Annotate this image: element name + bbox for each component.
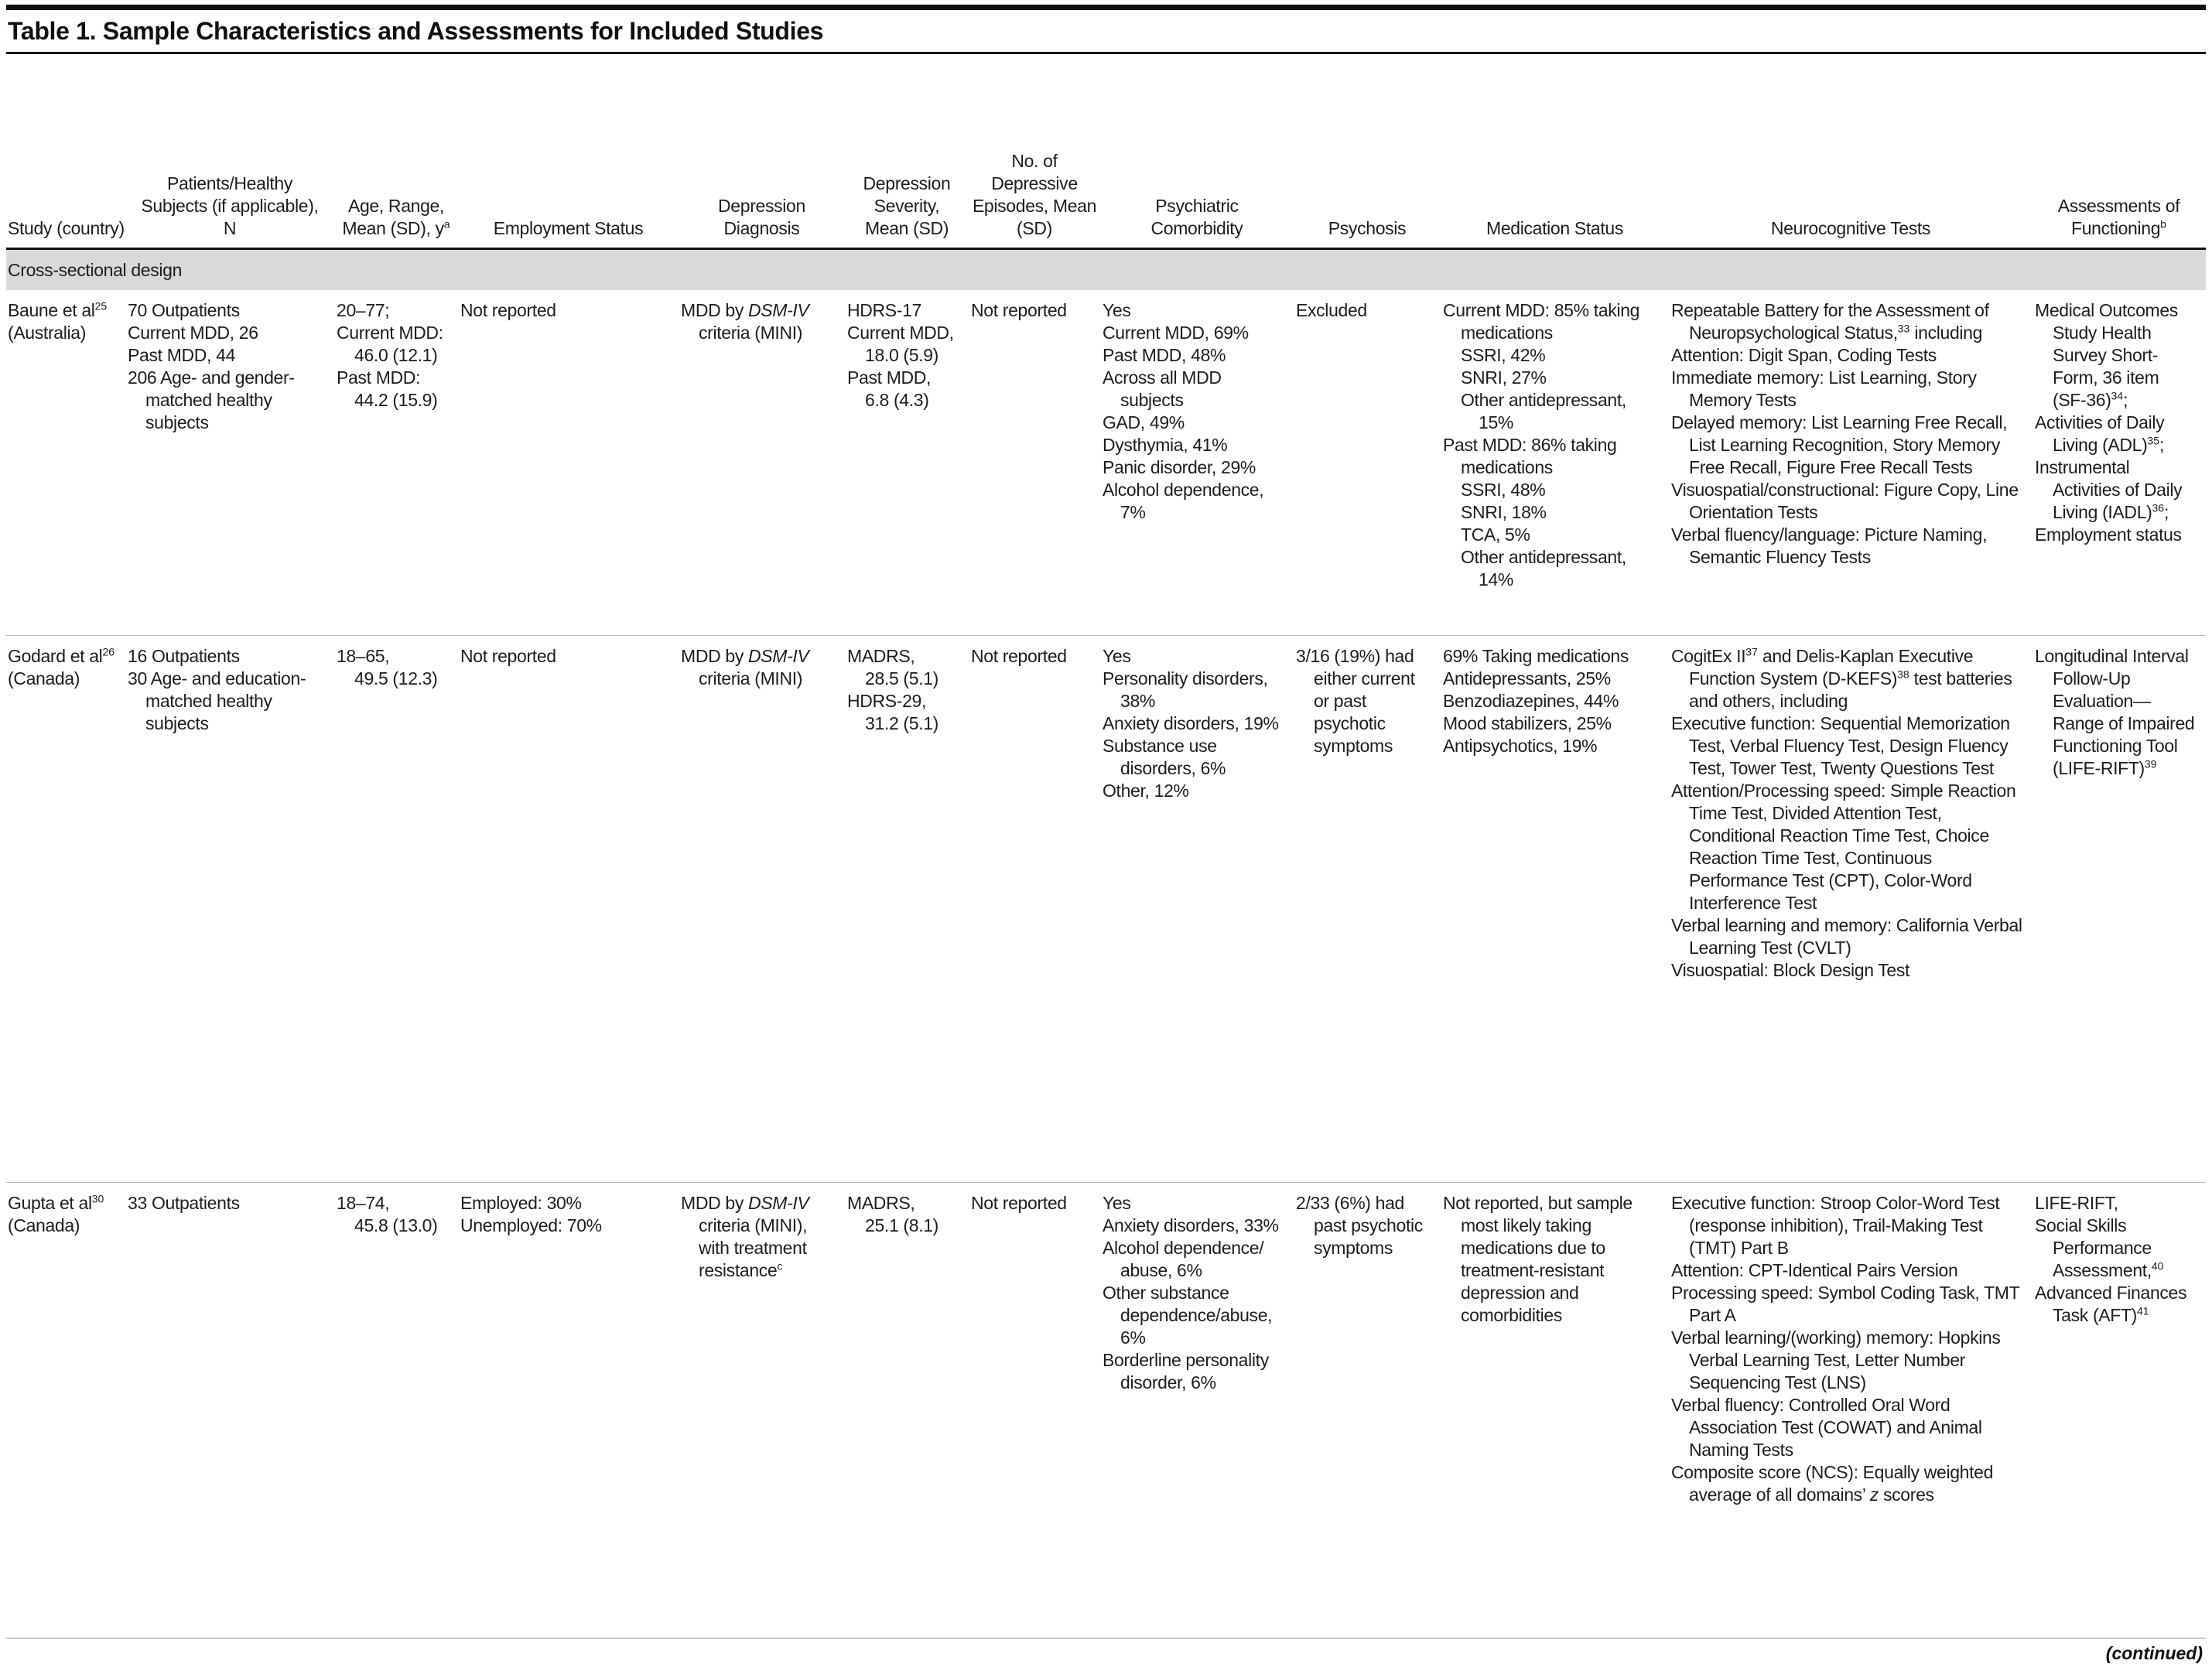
cell-line: 28.5 (5.1) (865, 668, 938, 688)
cell-line: Yes (1103, 1193, 1131, 1213)
table-cell (1294, 290, 1441, 636)
table-cell (679, 636, 846, 1183)
column-header-line: Mean (SD), $y^a$ (342, 217, 450, 239)
column-header-line: N (223, 218, 237, 239)
table-cell (6, 636, 126, 1183)
cell-line: CogitEx II$^{37}$ and Delis-Kaplan Executive Function System (D-KEFS)$^{38}$ test batteries and others, including (1671, 645, 2012, 711)
table-cell (679, 1183, 846, 1637)
table-cell (1101, 1183, 1294, 1637)
column-header-line: Depression (863, 173, 951, 194)
column-header-line: Patients/Healthy (167, 173, 292, 194)
cell-line: Current MDD: 85% taking medications (1443, 300, 1640, 343)
cell-line: 18–65, (337, 646, 390, 666)
cell-line: 46.0 (12.1) (354, 344, 438, 365)
cell-line: Godard et $al^{26}$ (8, 645, 115, 666)
cell-line: SNRI, 18% (1461, 501, 1547, 522)
column-header (1101, 54, 1294, 249)
cell-line: 49.5 (12.3) (354, 668, 438, 688)
column-header-line: Depressive (991, 173, 1078, 194)
cell-line: Delayed memory: List Learning Free Recall, List Learning Recognition, Story Memory Free Recall, Figure Free Recall Tests (1671, 412, 2008, 477)
cell-line: 18.0 (5.9) (865, 344, 938, 365)
table-cell (969, 1183, 1101, 1637)
section-row (6, 249, 2206, 291)
cell-line: Processing speed: Symbol Coding Task, TMT Part A (1671, 1282, 2019, 1325)
table-cell (335, 1183, 459, 1637)
cell-line: Past MDD, (847, 367, 932, 388)
cell-line: 206 Age- and gender-matched healthy subjects (128, 367, 295, 432)
table-cell (846, 1183, 969, 1637)
cell-line: Not reported (971, 300, 1067, 320)
cell-line: MDD by DSM-IV criteria (MINI) (681, 300, 809, 343)
table-header (6, 54, 2206, 249)
cell-line: Attention: Digit Span, Coding Tests (1671, 344, 1937, 365)
cell-line: Yes (1103, 300, 1131, 320)
table-row (6, 636, 2206, 1183)
table-cell (6, 1183, 126, 1637)
table-cell (846, 636, 969, 1183)
cell-line: 3/16 (19%) had either current or past psychotic symptoms (1296, 646, 1415, 756)
cell-line: Panic disorder, 29% (1103, 456, 1256, 477)
cell-line: Past MDD, 44 (128, 344, 236, 365)
cell-line: 16 Outpatients (128, 646, 240, 666)
cell-line: Composite score (NCS): Equally weighted average of all domains’ z scores (1671, 1461, 1994, 1505)
table-cell (1670, 1183, 2033, 1637)
cell-line: MADRS, (847, 646, 915, 666)
cell-line: 45.8 (13.0) (354, 1215, 438, 1235)
cell-line: 25.1 (8.1) (865, 1215, 938, 1235)
cell-line: Substance use disorders, 6% (1103, 735, 1226, 778)
cell-line: Advanced Finances Task (AFT)$^{41}$ (2035, 1282, 2187, 1325)
cell-line: Verbal learning/(working) memory: Hopkins Verbal Learning Test, Letter Number Sequencing Test (LNS) (1671, 1327, 2001, 1392)
cell-line: Verbal fluency: Controlled Oral Word Association Test (COWAT) and Animal Naming Tests (1671, 1394, 1982, 1460)
column-header-line: Mean (SD) (864, 218, 949, 239)
cell-line: Employment status (2035, 524, 2182, 545)
table-cell (126, 1183, 335, 1637)
table-cell (2033, 1183, 2206, 1637)
table-cell (1670, 636, 2033, 1183)
cell-line: MADRS, (847, 1193, 915, 1213)
cell-line: MDD by DSM-IV criteria (MINI), with treatment resistance$^c$ (681, 1193, 809, 1280)
cell-line: Mood stabilizers, 25% (1443, 712, 1612, 733)
column-header-line: Psychosis (1328, 218, 1407, 239)
cell-line: SSRI, 48% (1461, 479, 1546, 500)
cell-line: Past MDD: (337, 367, 421, 388)
cell-line: Baune et $al^{25}$ (8, 299, 108, 320)
cell-line: Repeatable Battery for the Assessment of Neuropsychological Status,$^{33}$ including (1671, 300, 1989, 343)
cell-line: Visuospatial: Block Design Test (1671, 959, 1910, 980)
column-header (2033, 54, 2206, 249)
cell-line: Anxiety disorders, 33% (1103, 1215, 1279, 1235)
column-header-line: (SD) (1017, 218, 1052, 239)
table-cell (846, 290, 969, 636)
table-cell (1670, 290, 2033, 636)
table-cell (679, 290, 846, 636)
column-header-line: Diagnosis (723, 218, 800, 239)
cell-line: Social Skills Performance Assessment,$^{40}$ (2035, 1215, 2164, 1280)
cell-line: TCA, 5% (1461, 524, 1530, 545)
table-cell (459, 1183, 679, 1637)
cell-line: Not reported, but sample most likely taking medications due to treatment-resistant depression and comorbidities (1443, 1193, 1633, 1325)
cell-line: Past MDD: 86% taking medications (1443, 434, 1617, 477)
continued-label: (continued) (2105, 1643, 2203, 1663)
cell-line: 44.2 (15.9) (354, 389, 438, 410)
table-body (6, 249, 2206, 1637)
cell-line: HDRS-17 (847, 300, 921, 320)
cell-line: Antipsychotics, 19% (1443, 735, 1598, 756)
table-row (6, 290, 2206, 636)
column-header (335, 54, 459, 249)
cell-line: Current MDD: (337, 322, 443, 343)
section-label: Cross-sectional design (6, 249, 2206, 291)
cell-line: Alcohol dependence, 7% (1103, 479, 1264, 522)
cell-line: Attention/Processing speed: Simple Reaction Time Test, Divided Attention Test, Conditional Reaction Time Test, Choice Reaction Time Test, Continuous Performance Test (CPT), Color-Word Interference Test (1671, 780, 2016, 913)
cell-line: SSRI, 42% (1461, 344, 1546, 365)
column-header (679, 54, 846, 249)
cell-line: Not reported (460, 300, 556, 320)
cell-line: Not reported (460, 646, 556, 666)
cell-line: 69% Taking medications (1443, 646, 1629, 666)
column-header (846, 54, 969, 249)
table-cell (335, 636, 459, 1183)
column-header-line: Age, Range, (347, 196, 445, 217)
cell-line: Across all MDD subjects (1103, 367, 1222, 410)
column-header-line: Assessments of (2057, 196, 2180, 217)
column-header-line: Neurocognitive Tests (1770, 218, 1931, 239)
cell-line: Immediate memory: List Learning, Story Memory Tests (1671, 367, 1977, 410)
cell-line: Longitudinal Interval Follow-Up Evaluation—Range of Impaired Functioning Tool (LIFE-RIFT)$^{39}$ (2035, 646, 2195, 778)
cell-line: Current MDD, 26 (128, 322, 258, 343)
table-cell (1101, 636, 1294, 1183)
column-header (126, 54, 335, 249)
cell-line: Employed: 30% (460, 1193, 582, 1213)
table-cell (459, 290, 679, 636)
column-header (1294, 54, 1441, 249)
table-cell (126, 636, 335, 1183)
table-cell (1294, 636, 1441, 1183)
cell-line: Dysthymia, 41% (1103, 434, 1228, 455)
column-header-line: Subjects (if applicable), (141, 196, 319, 217)
cell-line: 18–74, (337, 1193, 390, 1213)
column-header (1670, 54, 2033, 249)
cell-line: Borderline personality disorder, 6% (1103, 1349, 1269, 1392)
column-header-line: Functioning$^b$ (2071, 217, 2166, 239)
table-row (6, 1183, 2206, 1637)
table-cell (969, 290, 1101, 636)
cell-line: 70 Outpatients (128, 300, 240, 320)
cell-line: Past MDD, 48% (1103, 344, 1226, 365)
column-header-line: Episodes, Mean (972, 196, 1097, 217)
cell-line: Visuospatial/constructional: Figure Copy, Line Orientation Tests (1671, 479, 2019, 522)
cell-line: Verbal fluency/language: Picture Naming, Semantic Fluency Tests (1671, 524, 1988, 567)
cell-line: Medical Outcomes Study Health Survey Short-Form, 36 item $(SF-36)^{34}$; (2035, 300, 2178, 410)
cell-line: SNRI, 27% (1461, 367, 1547, 388)
cell-line: Benzodiazepines, 44% (1443, 690, 1619, 711)
table-cell (1441, 1183, 1670, 1637)
cell-line: 31.2 (5.1) (865, 712, 938, 733)
table-cell (1101, 290, 1294, 636)
column-header-line: Employment Status (493, 218, 644, 239)
table-cell (2033, 636, 2206, 1183)
cell-line: Verbal learning and memory: California Verbal Learning Test (CVLT) (1671, 914, 2022, 958)
cell-line: Excluded (1296, 300, 1367, 320)
cell-line: GAD, 49% (1103, 412, 1185, 432)
cell-line: 33 Outpatients (128, 1193, 240, 1213)
table-cell (6, 290, 126, 636)
cell-line: 30 Age- and education-matched healthy subjects (128, 668, 306, 733)
column-header-line: Severity, (874, 196, 940, 217)
cell-line: Activities of Daily Living (ADL)$^{35}$; (2035, 412, 2165, 455)
cell-line: Executive function: Sequential Memorization Test, Verbal Fluency Test, Design Fluency Test, Tower Test, Twenty Questions Test (1671, 712, 2010, 778)
column-header-line: Comorbidity (1150, 218, 1243, 239)
cell-line: Other substance dependence/abuse, 6% (1103, 1282, 1273, 1348)
studies-table (6, 54, 2206, 1636)
column-header-line: Depression (718, 196, 805, 217)
cell-line: (Canada) (8, 1215, 80, 1235)
column-header (969, 54, 1101, 249)
table-title: Table 1. Sample Characteristics and Assessments for Included Studies (8, 17, 824, 45)
cell-line: Other, 12% (1103, 780, 1189, 801)
cell-line: Not reported (971, 1193, 1067, 1213)
header-row (6, 54, 2206, 249)
cell-line: Antidepressants, 25% (1443, 668, 1611, 688)
cell-line: (Canada) (8, 668, 80, 688)
column-header (6, 54, 126, 249)
cell-line: Instrumental Activities of Daily Living (IADL)$^{36}$; (2035, 456, 2183, 522)
cell-line: MDD by DSM-IV criteria (MINI) (681, 646, 809, 688)
column-header-line: No. of (1011, 151, 1058, 172)
table-cell (335, 290, 459, 636)
cell-line: 2/33 (6%) had past psychotic symptoms (1296, 1193, 1423, 1258)
table-cell (126, 290, 335, 636)
cell-line: Personality disorders, 38% (1103, 668, 1268, 711)
cell-line: abuse, 6% (1120, 1259, 1202, 1280)
table-footer (6, 1638, 2206, 1664)
table-cell (2033, 290, 2206, 636)
cell-line: Yes (1103, 646, 1131, 666)
cell-line: Current MDD, (847, 322, 954, 343)
cell-line: Current MDD, 69% (1103, 322, 1249, 343)
cell-line: Gupta et $al^{30}$ (8, 1192, 104, 1213)
cell-line: (Australia) (8, 322, 87, 343)
cell-line: Anxiety disorders, 19% (1103, 712, 1279, 733)
cell-line: Executive function: Stroop Color-Word Test (response inhibition), Trail-Making Test (TMT) Part B (1671, 1193, 2000, 1258)
column-header-line: Medication Status (1486, 218, 1623, 239)
cell-line: LIFE-RIFT, (2035, 1193, 2118, 1213)
table-cell (1441, 636, 1670, 1183)
cell-line: Other antidepressant, 15% (1461, 389, 1626, 432)
cell-line: Not reported (971, 646, 1067, 666)
cell-line: Alcohol dependence/ (1103, 1237, 1264, 1258)
cell-line: Attention: CPT-Identical Pairs Version (1671, 1259, 1958, 1280)
cell-line: Other antidepressant, 14% (1461, 546, 1626, 589)
cell-line: 6.8 (4.3) (865, 389, 929, 410)
table-cell (1294, 1183, 1441, 1637)
table-cell (459, 636, 679, 1183)
column-header-line: Psychiatric (1155, 196, 1239, 217)
cell-line: 20–77; (337, 300, 390, 320)
table-cell (1441, 290, 1670, 636)
cell-line: Unemployed: 70% (460, 1215, 602, 1235)
table-cell (969, 636, 1101, 1183)
column-header (1441, 54, 1670, 249)
cell-line: HDRS-29, (847, 690, 927, 711)
column-header (459, 54, 679, 249)
column-header-line: Study (country) (8, 218, 125, 239)
top-rule (6, 5, 2206, 10)
